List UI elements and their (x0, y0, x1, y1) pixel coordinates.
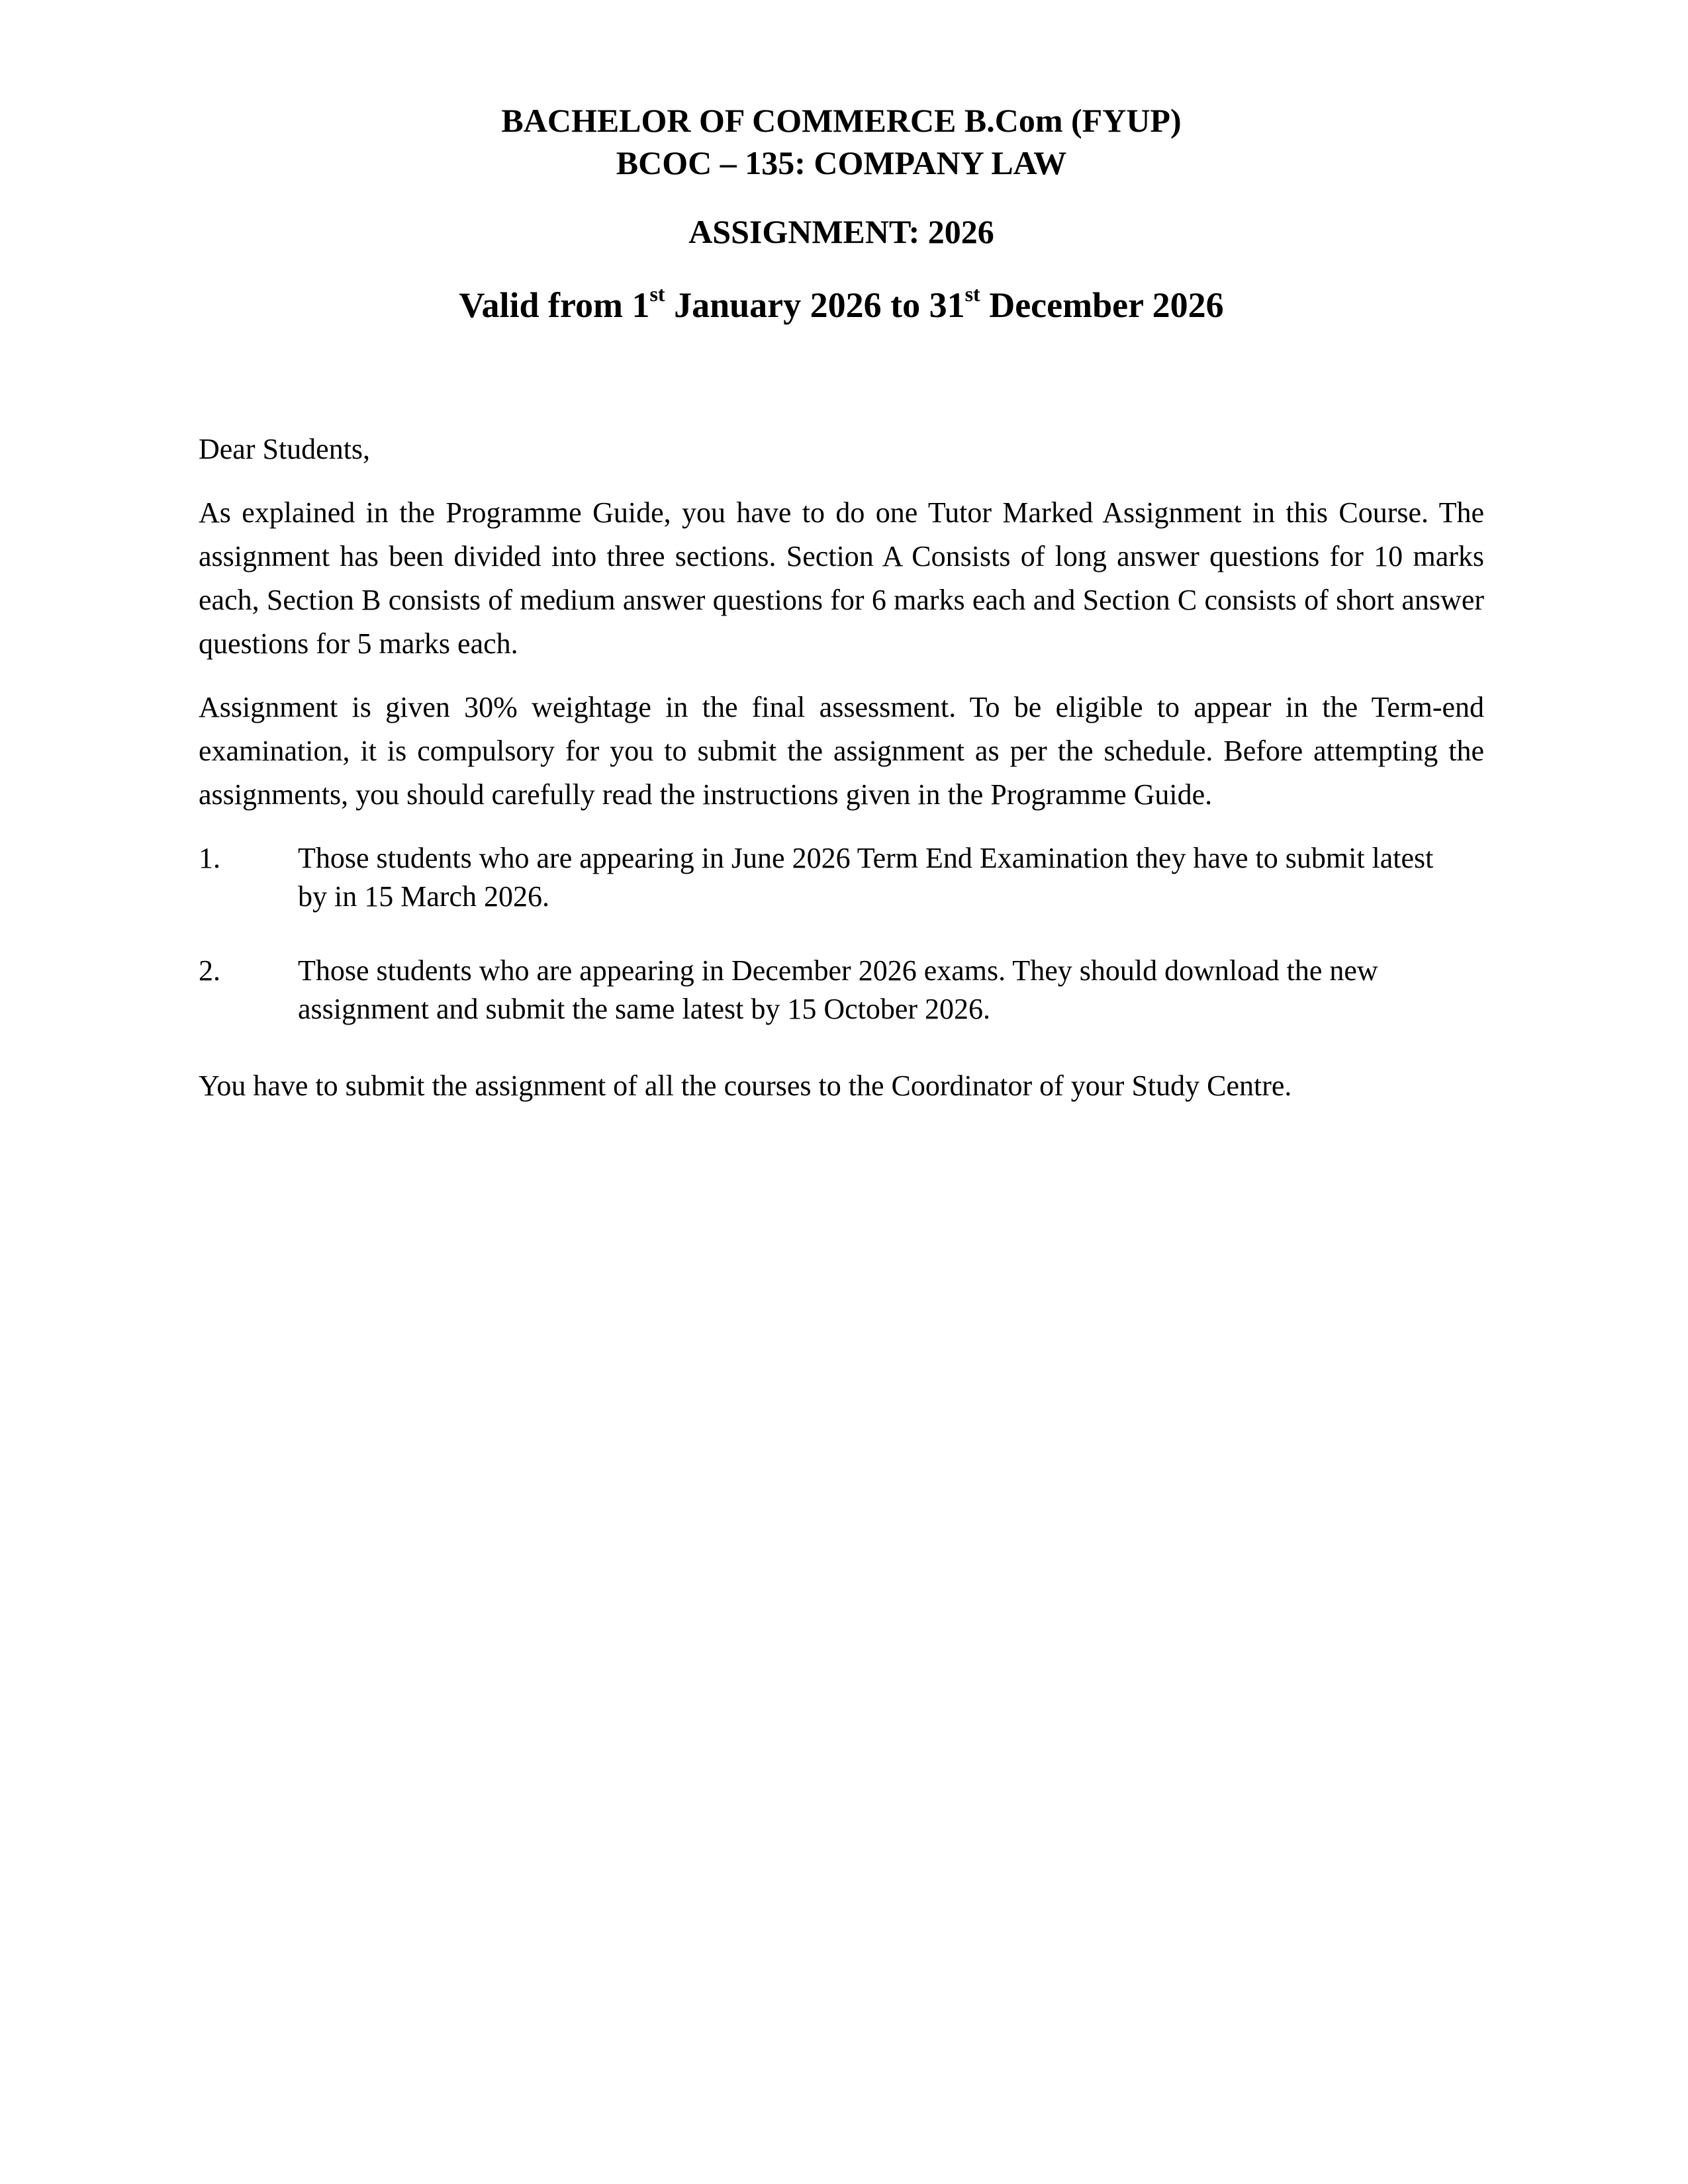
programme-title: BACHELOR OF COMMERCE B.Com (FYUP) (501, 102, 1182, 139)
closing-paragraph: You have to submit the assignment of all the courses to the Coordinator of your Study Centre. (199, 1069, 1292, 1102)
list-item-text: Those students who are appearing in June 2026 Term End Examination they have to submit latest by in 15 March 2026. (298, 842, 1434, 913)
salutation: Dear Students, (199, 433, 371, 465)
validity-sup-start: st (649, 282, 665, 306)
list-item (199, 952, 1484, 1028)
validity-middle: January 2026 to 31 (665, 285, 965, 325)
list-item-text: Those students who are appearing in December 2026 exams. They should download the new assignment and submit the same latest by 15 October 2026. (298, 954, 1378, 1025)
validity-sup-end: st (964, 282, 980, 306)
document-page (199, 99, 1484, 1108)
list-item-number: 1. (199, 842, 220, 874)
paragraph-weightage: Assignment is given 30% weightage in the final assessment. To be eligible to appear in the Term-end examination, it is compulsory for you to submit the assignment as per the schedule. Before attempting the assignments, you should carefully read the instructions given in the Programme Guide. (199, 691, 1484, 811)
paragraph-instructions: As explained in the Programme Guide, you have to do one Tutor Marked Assignment in this Course. The assignment has been divided into three sections. Section A Consists of long answer questions for 10 marks each, Section B consists of medium answer questions for 6 marks each and Section C consists of short answer questions for 5 marks each. (199, 496, 1484, 660)
assignment-title: ASSIGNMENT: 2026 (688, 213, 994, 250)
submission-schedule-list (199, 839, 1484, 1028)
list-item-number: 2. (199, 954, 220, 987)
validity-suffix: December 2026 (980, 285, 1224, 325)
course-title: BCOC – 135: COMPANY LAW (616, 144, 1067, 181)
validity-line (199, 282, 1484, 328)
list-item (199, 839, 1484, 916)
validity-prefix: Valid from 1 (459, 285, 650, 325)
